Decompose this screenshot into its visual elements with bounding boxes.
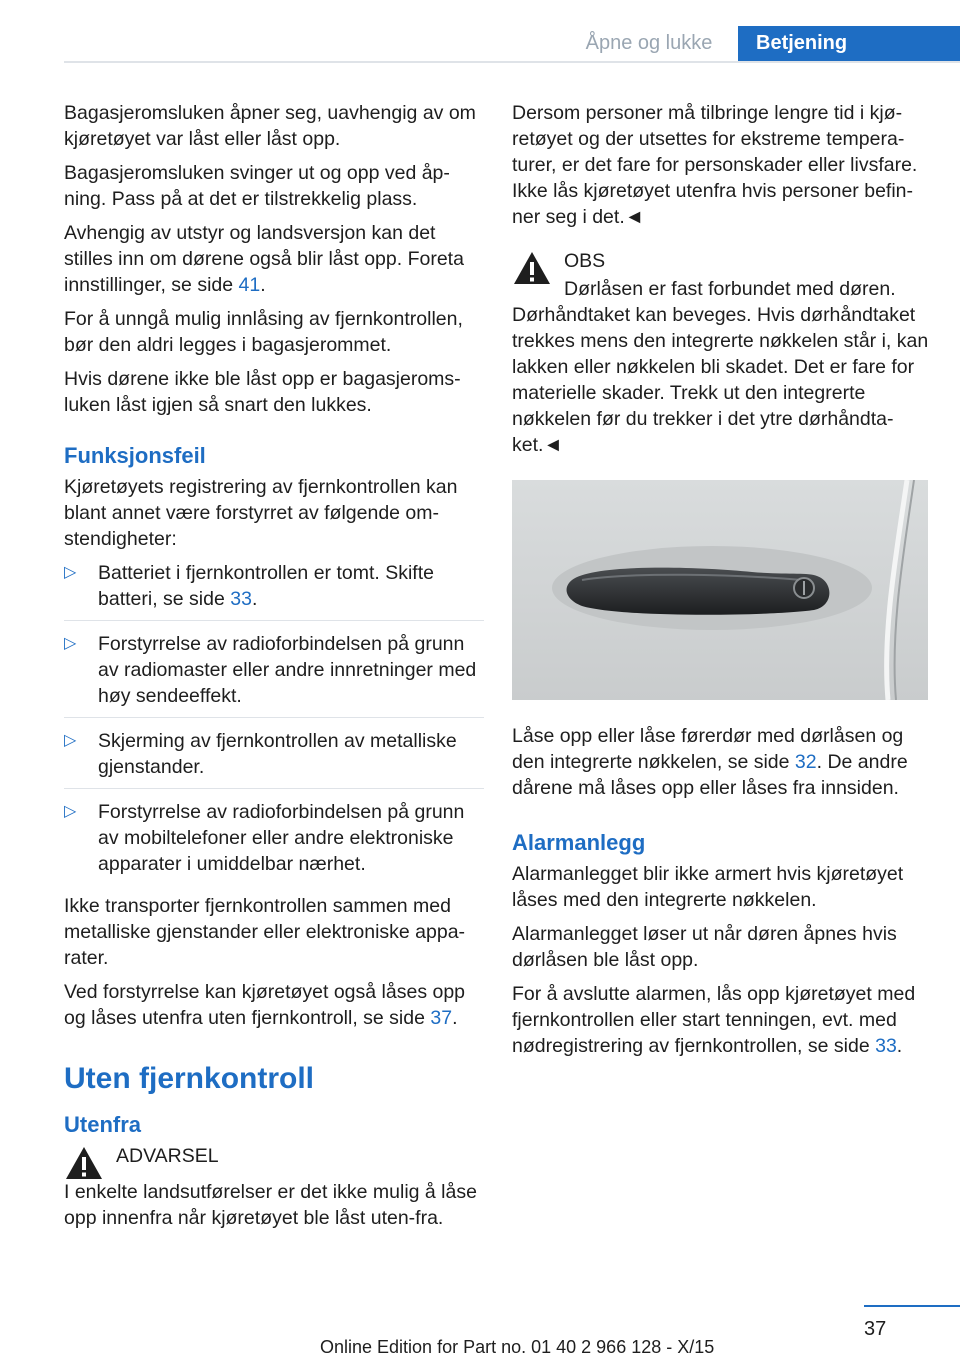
paragraph: Kjøretøyets registrering av fjernkontrollen kan blant annet være forstyrret av følgende om‐stendigheter: bbox=[64, 476, 458, 550]
paragraph: Ved forstyrrelse kan kjøretøyet også låses opp og låses utenfra uten fjernkontroll, se side 37. bbox=[64, 981, 466, 1029]
notice-box bbox=[512, 248, 932, 458]
triangle-right-icon: ▷ bbox=[64, 803, 77, 820]
paragraph: Alarmanlegget blir ikke armert hvis kjøretøyet låses med den integrerte nøkkelen. bbox=[512, 863, 904, 911]
notice-text: Dørlåsen er fast forbundet med døren. Dørhåndtaket kan beveges. Hvis dørhåndtaket trekkes mens den integrerte nøkkelen står i, kan lakken eller nøkkelen bli skadet. Det er fare for materielle skader. Trekk ut den integrerte nøkkelen før du trekker i det ytre dørhåndta‐ket.◄ bbox=[512, 278, 929, 456]
list-item: ▷ Skjerming av fjernkontrollen av metalliske gjenstander. bbox=[64, 728, 484, 789]
triangle-right-icon: ▷ bbox=[64, 564, 77, 581]
figure-caption: Låse opp eller låse førerdør med dørlåsen og den integrerte nøkkelen, se side 32. De andre dårene må låses opp eller låses fra innsiden. bbox=[512, 725, 908, 799]
list-item: ▷ Forstyrrelse av radioforbindelsen på grunn av mobiltelefoner eller andre elektroniske apparater i umiddelbar nærhet. bbox=[64, 801, 465, 875]
footer-rule bbox=[864, 1305, 960, 1307]
footer-edition: Online Edition for Part no. 01 40 2 966 128 - X/15 bbox=[320, 1337, 715, 1357]
header-chapter-tab: Betjening bbox=[738, 26, 960, 61]
warning-triangle-icon bbox=[64, 1145, 104, 1181]
warning-text: I enkelte landsutførelser er det ikke mulig å låse opp innenfra når kjøretøyet ble låst uten‐fra. bbox=[64, 1181, 477, 1229]
page-link[interactable]: 33 bbox=[875, 1035, 897, 1057]
paragraph: Bagasjeromsluken åpner seg, uavhengig av om kjøretøyet var låst eller låst opp. bbox=[64, 102, 476, 150]
heading-uten-fjernkontroll: Uten fjernkontroll bbox=[64, 1062, 315, 1095]
page-link[interactable]: 37 bbox=[430, 1007, 453, 1029]
heading-alarmanlegg: Alarmanlegg bbox=[512, 830, 646, 855]
page-number: 37 bbox=[864, 1318, 887, 1340]
page-link[interactable]: 33 bbox=[230, 588, 252, 610]
left-column bbox=[64, 100, 484, 1231]
notice-title: OBS bbox=[564, 250, 606, 272]
list-item: ▷ Batteriet i fjernkontrollen er tomt. Skifte batteri, se side 33. bbox=[64, 560, 484, 621]
bullet-list bbox=[64, 560, 484, 885]
list-item: ▷ Forstyrrelse av radioforbindelsen på grunn av radiomaster eller andre innretninger med høy sendeeffekt. bbox=[64, 631, 484, 718]
heading-utenfra: Utenfra bbox=[64, 1112, 142, 1137]
paragraph: Hvis dørene ikke ble låst opp er bagasjeroms‐luken låst igjen så snart den lukkes. bbox=[64, 368, 461, 416]
paragraph: Avhengig av utstyr og landsversjon kan det stilles inn om dørene også blir låst opp. Foreta innstillinger, se side 41. bbox=[64, 222, 464, 296]
paragraph: Dersom personer må tilbringe lengre tid i kjø‐retøyet og der utsettes for ekstreme tempera‐turer, er det fare for personskader eller livsfare. Ikke lås kjøretøyet utenfra hvis personer befin‐ner seg i det.◄ bbox=[512, 102, 918, 228]
paragraph: Alarmanlegget løser ut når døren åpnes hvis dørlåsen ble låst opp. bbox=[512, 923, 897, 971]
warning-triangle-icon bbox=[512, 250, 552, 286]
door-handle-photo bbox=[512, 480, 928, 700]
paragraph: Ikke transporter fjernkontrollen sammen med metalliske gjenstander eller elektroniske appa‐rater. bbox=[64, 895, 466, 969]
right-column bbox=[512, 100, 932, 1067]
triangle-right-icon: ▷ bbox=[64, 635, 77, 652]
header-rule bbox=[64, 61, 960, 63]
heading-funksjonsfeil: Funksjonsfeil bbox=[64, 443, 206, 468]
triangle-right-icon: ▷ bbox=[64, 732, 77, 749]
page-link[interactable]: 32 bbox=[794, 751, 817, 773]
warning-box bbox=[64, 1143, 484, 1231]
page-link[interactable]: 41 bbox=[238, 274, 261, 296]
paragraph: Bagasjeromsluken svinger ut og opp ved åp‐ning. Pass på at det er tilstrekkelig plass. bbox=[64, 162, 450, 210]
paragraph: For å avslutte alarmen, lås opp kjøretøyet med fjernkontrollen eller start tenningen, evt. med nødregistrering av fjernkontrollen, se side 33. bbox=[512, 983, 916, 1057]
paragraph: For å unngå mulig innlåsing av fjernkontrollen, bør den aldri legges i bagasjerommet. bbox=[64, 308, 463, 356]
warning-title: ADVARSEL bbox=[116, 1145, 219, 1167]
header-section-title: Åpne og lukke bbox=[585, 32, 713, 54]
